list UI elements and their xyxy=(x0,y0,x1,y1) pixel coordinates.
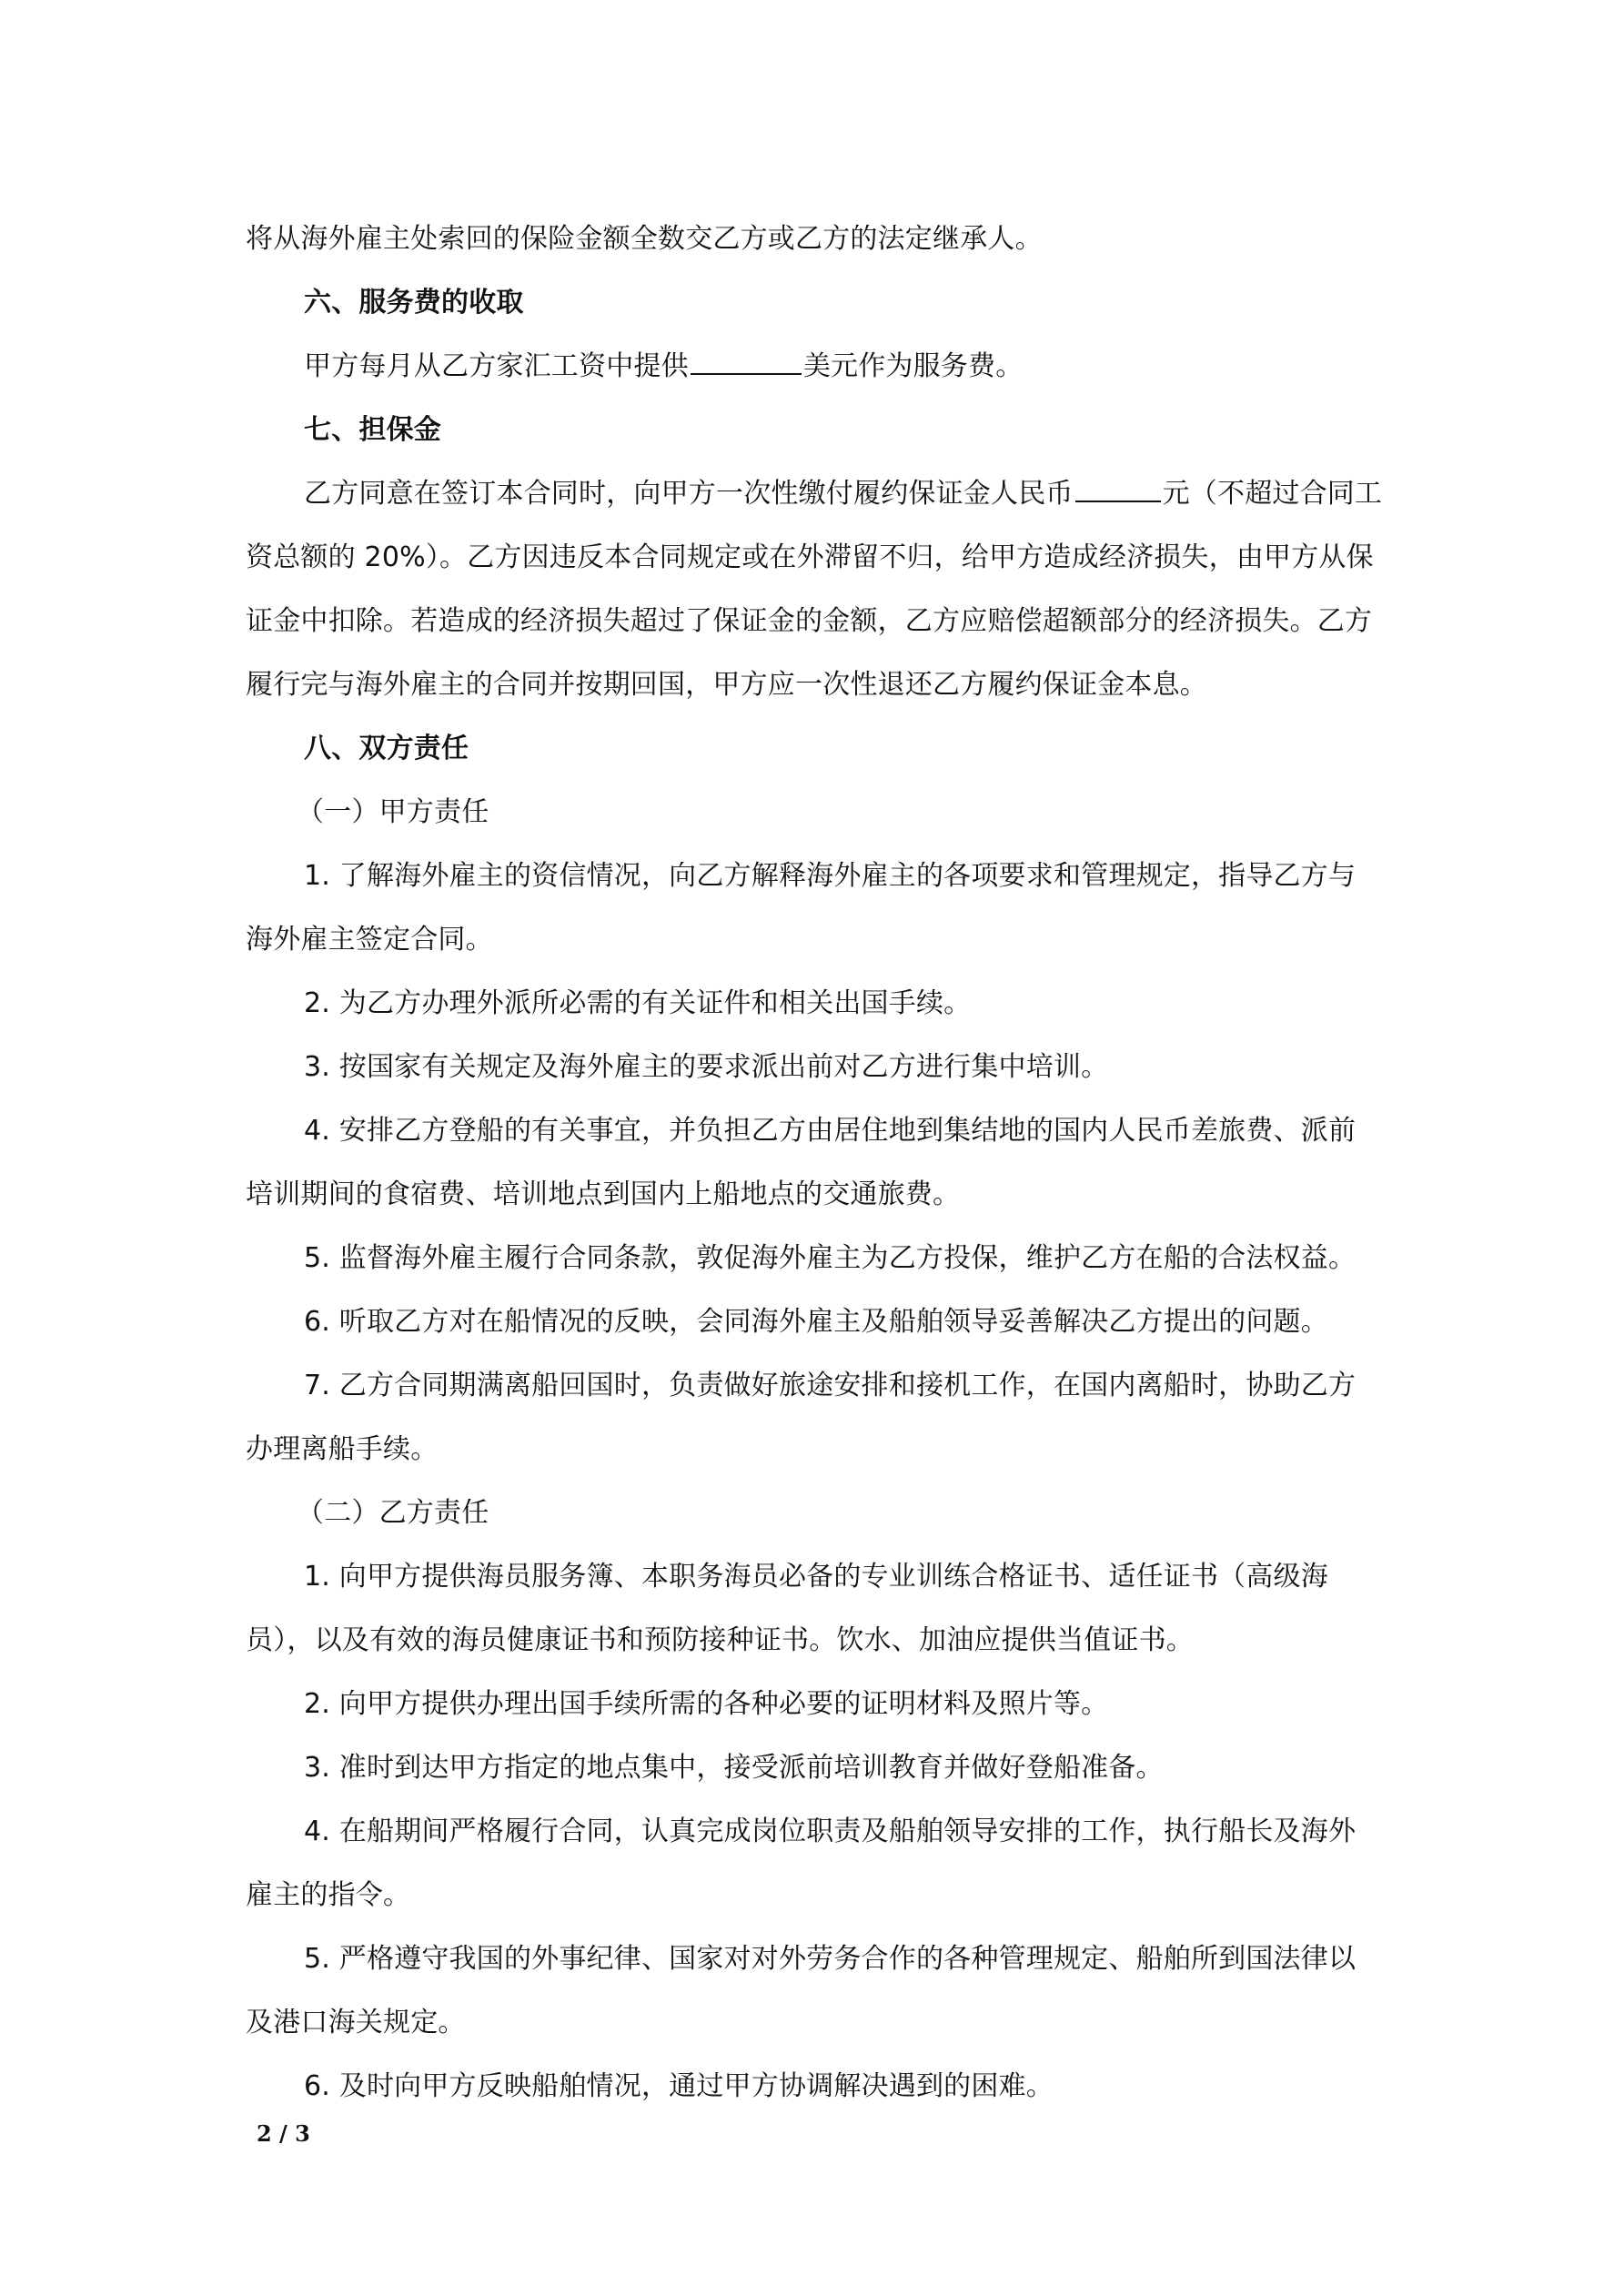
party-b-item-3: 3. 准时到达甲方指定的地点集中，接受派前培训教育并做好登船准备。 xyxy=(304,1752,1164,1784)
party-a-item-6: 6. 听取乙方对在船情况的反映，会同海外雇主及船舶领导妥善解决乙方提出的问题。 xyxy=(304,1306,1328,1338)
party-a-item-7: 7. 乙方合同期满离船回国时，负责做好旅途安排和接机工作，在国内离船时，协助乙方办理离船手续。 xyxy=(246,1370,1357,1465)
service-fee-text-pre: 甲方每月从乙方家汇工资中提供 xyxy=(304,350,689,382)
paragraph-insurance-continued: 将从海外雇主处索回的保险金额全数交乙方或乙方的法定继承人。 xyxy=(246,223,1043,255)
service-fee-text-post: 美元作为服务费。 xyxy=(802,350,1024,382)
party-b-item-2: 2. 向甲方提供办理出国手续所需的各种必要的证明材料及照片等。 xyxy=(304,1688,1109,1720)
section-heading-deposit: 七、担保金 xyxy=(304,414,441,446)
party-a-item-4: 4. 安排乙方登船的有关事宜，并负担乙方由居住地到集结地的国内人民币差旅费、派前培训期间的食宿费、培训地点到国内上船地点的交通旅费。 xyxy=(246,1115,1357,1210)
party-a-item-3: 3. 按国家有关规定及海外雇主的要求派出前对乙方进行集中培训。 xyxy=(304,1051,1109,1083)
section-heading-responsibilities: 八、双方责任 xyxy=(304,733,469,764)
service-fee-blank-line xyxy=(691,349,802,375)
party-b-item-5: 5. 严格遵守我国的外事纪律、国家对对外劳务合作的各种管理规定、船舶所到国法律以及港口海关规定。 xyxy=(246,1943,1357,2038)
deposit-text-post: 元（不超过合同工资总额的 20%）。乙方因违反本合同规定或在外滞留不归，给甲方造成经济损失，由甲方从保证金中扣除。若造成的经济损失超过了保证金的金额，乙方应赔偿超额部分的经济损失。乙方履行完与海外雇主的合同并按期回国，甲方应一次性退还乙方履约保证金本息。 xyxy=(246,478,1383,701)
paragraph-service-fee xyxy=(246,335,1383,399)
subheading-party-a: （一）甲方责任 xyxy=(297,796,489,828)
page-number: 2 / 3 xyxy=(257,2120,310,2147)
party-b-item-4: 4. 在船期间严格履行合同，认真完成岗位职责及船舶领导安排的工作，执行船长及海外雇主的指令。 xyxy=(246,1816,1357,1911)
document-body xyxy=(246,207,1383,2119)
party-a-item-5: 5. 监督海外雇主履行合同条款，敦促海外雇主为乙方投保，维护乙方在船的合法权益。 xyxy=(304,1242,1357,1274)
paragraph-deposit xyxy=(246,462,1383,717)
party-a-item-2: 2. 为乙方办理外派所必需的有关证件和相关出国手续。 xyxy=(304,987,972,1019)
party-a-item-1: 1. 了解海外雇主的资信情况，向乙方解释海外雇主的各项要求和管理规定，指导乙方与海外雇主签定合同。 xyxy=(246,860,1357,956)
subheading-party-b: （二）乙方责任 xyxy=(297,1497,489,1529)
party-b-item-1: 1. 向甲方提供海员服务簿、本职务海员必备的专业训练合格证书、适任证书（高级海员），以及有效的海员健康证书和预防接种证书。饮水、加油应提供当值证书。 xyxy=(246,1561,1328,1656)
deposit-blank-line xyxy=(1075,477,1161,502)
section-heading-service-fee: 六、服务费的收取 xyxy=(304,287,524,319)
deposit-text-pre: 乙方同意在签订本合同时，向甲方一次性缴付履约保证金人民币 xyxy=(304,478,1074,510)
party-b-item-6: 6. 及时向甲方反映船舶情况，通过甲方协调解决遇到的困难。 xyxy=(304,2070,1054,2102)
